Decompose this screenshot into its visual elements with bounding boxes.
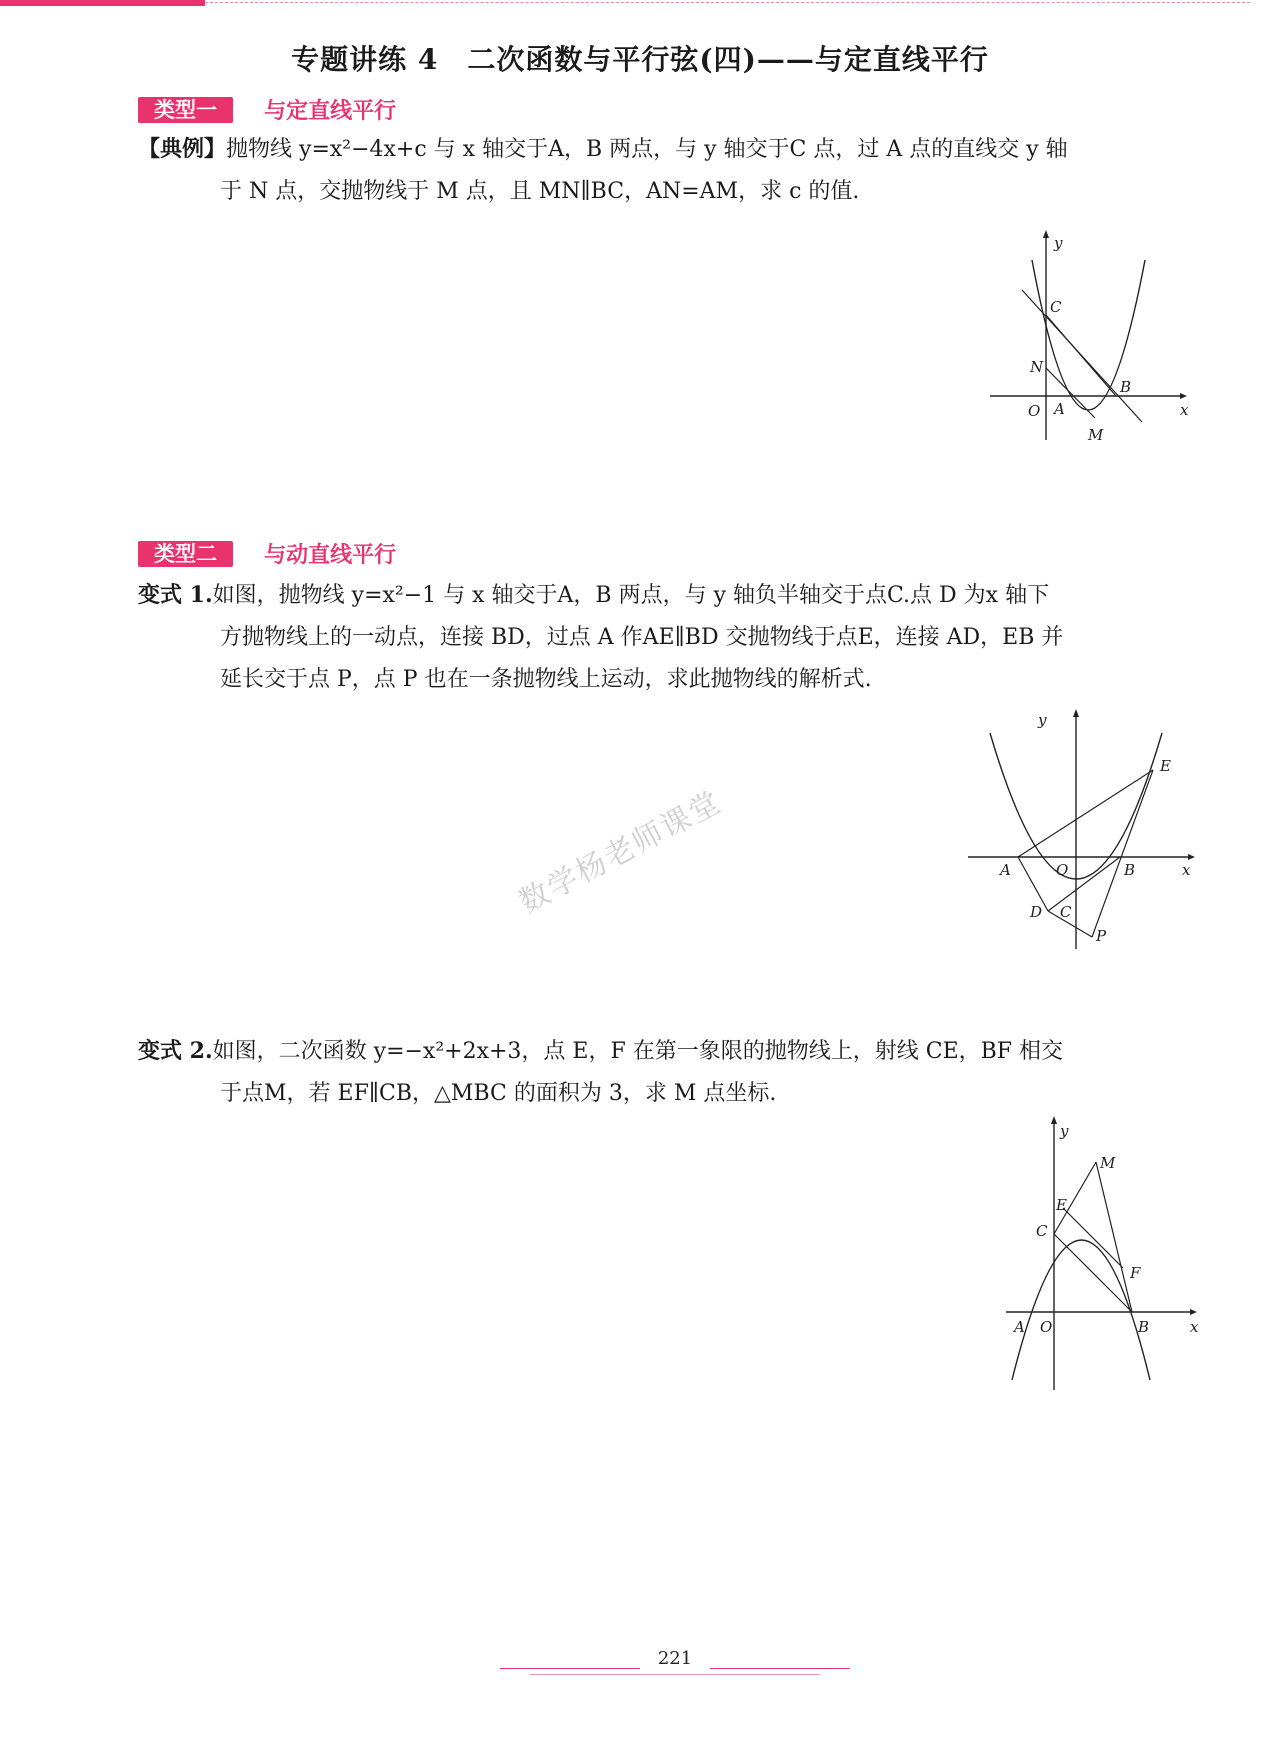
footer-line-bottom: [530, 1674, 820, 1675]
figure-2: [960, 705, 1200, 955]
section-1-header: [138, 94, 396, 124]
example-line-2: 于 N 点，交抛物线于 M 点，且 MN∥BC，AN=AM，求 c 的值.: [220, 179, 860, 204]
fig1-label-y: y: [1054, 234, 1063, 252]
example-problem: [138, 128, 1198, 213]
fig3-label-e: E: [1056, 1196, 1067, 1214]
fig3-line-mb: [1096, 1162, 1132, 1312]
fig2-line-ep: [1092, 770, 1153, 937]
fig1-line-cb: [1046, 315, 1116, 396]
figure-3: [1000, 1110, 1210, 1400]
fig1-label-o: O: [1028, 402, 1041, 420]
fig1-label-c: C: [1050, 298, 1062, 316]
fig2-line-ae: [1018, 770, 1153, 857]
fig2-label-e: E: [1160, 757, 1171, 775]
fig1-label-m: M: [1088, 426, 1104, 444]
fig2-label-d: D: [1030, 903, 1043, 921]
fig3-label-m: M: [1100, 1154, 1116, 1172]
section-1-tag: 类型一: [138, 97, 233, 123]
top-pink-bar: [0, 0, 205, 6]
fig2-x-arrow: [1188, 854, 1195, 860]
section-2-tag: 类型二: [138, 541, 233, 567]
fig1-y-arrow: [1043, 230, 1049, 238]
fig3-label-c: C: [1036, 1222, 1048, 1240]
fig2-label-x: x: [1182, 861, 1191, 879]
example-line-1: 抛物线 y=x²−4x+c 与 x 轴交于A，B 两点，与 y 轴交于C 点，过 A 点的直线交 y 轴: [226, 137, 1068, 162]
section-2-title: 与动直线平行: [264, 543, 397, 568]
fig3-x-arrow: [1190, 1309, 1197, 1315]
fig3-label-f: F: [1130, 1264, 1141, 1282]
variant-1-line-3: 延长交于点 P，点 P 也在一条抛物线上运动，求此抛物线的解析式.: [220, 667, 872, 692]
section-2-header: [138, 538, 396, 568]
page-title: 专题讲练 4 二次函数与平行弦(四)——与定直线平行: [291, 43, 989, 76]
figure-1: [980, 230, 1190, 450]
fig2-label-p: P: [1096, 927, 1107, 945]
example-lead: 【典例】: [138, 136, 227, 162]
fig3-line-cb: [1054, 1234, 1132, 1312]
fig1-label-n: N: [1030, 358, 1044, 376]
fig3-label-o: O: [1040, 1318, 1053, 1336]
fig2-label-c: C: [1060, 903, 1072, 921]
page-number: 221: [657, 1648, 693, 1669]
page-footer: [490, 1648, 860, 1688]
fig1-label-a: A: [1054, 400, 1065, 418]
fig3-label-b: B: [1138, 1318, 1150, 1336]
fig2-label-y: y: [1038, 711, 1047, 729]
variant-2-lead: 变式 2.: [138, 1038, 213, 1064]
section-1-title: 与定直线平行: [264, 99, 397, 124]
variant-1-problem: [138, 574, 1198, 701]
fig2-label-a: A: [1000, 861, 1011, 879]
variant-2-line-1: 如图，二次函数 y=−x²+2x+3，点 E，F 在第一象限的抛物线上，射线 CE，BF 相交: [212, 1039, 1064, 1064]
variant-1-lead: 变式 1.: [138, 582, 213, 608]
fig1-label-b: B: [1120, 378, 1132, 396]
fig3-y-arrow: [1051, 1116, 1057, 1124]
fig2-label-b: B: [1124, 861, 1136, 879]
fig1-label-x: x: [1180, 401, 1189, 419]
watermark: 数学杨老师课堂: [513, 784, 728, 921]
variant-1-line-2: 方抛物线上的一动点，连接 BD，过点 A 作AE∥BD 交抛物线于点E，连接 AD，EB 并: [220, 625, 1064, 650]
variant-2-problem: [138, 1030, 1198, 1115]
fig2-y-arrow: [1073, 709, 1079, 717]
fig3-label-x: x: [1190, 1318, 1199, 1336]
fig3-label-y: y: [1060, 1122, 1069, 1140]
top-dashed-line: [205, 2, 1250, 4]
variant-1-line-1: 如图，抛物线 y=x²−1 与 x 轴交于A，B 两点，与 y 轴负半轴交于点C.点 D 为x 轴下: [212, 583, 1050, 608]
fig3-label-a: A: [1014, 1318, 1025, 1336]
fig1-x-arrow: [1180, 393, 1187, 399]
top-decoration: [0, 0, 1280, 10]
variant-2-line-2: 于点M，若 EF∥CB，△MBC 的面积为 3，求 M 点坐标.: [220, 1081, 777, 1106]
fig2-label-o: O: [1056, 861, 1069, 879]
